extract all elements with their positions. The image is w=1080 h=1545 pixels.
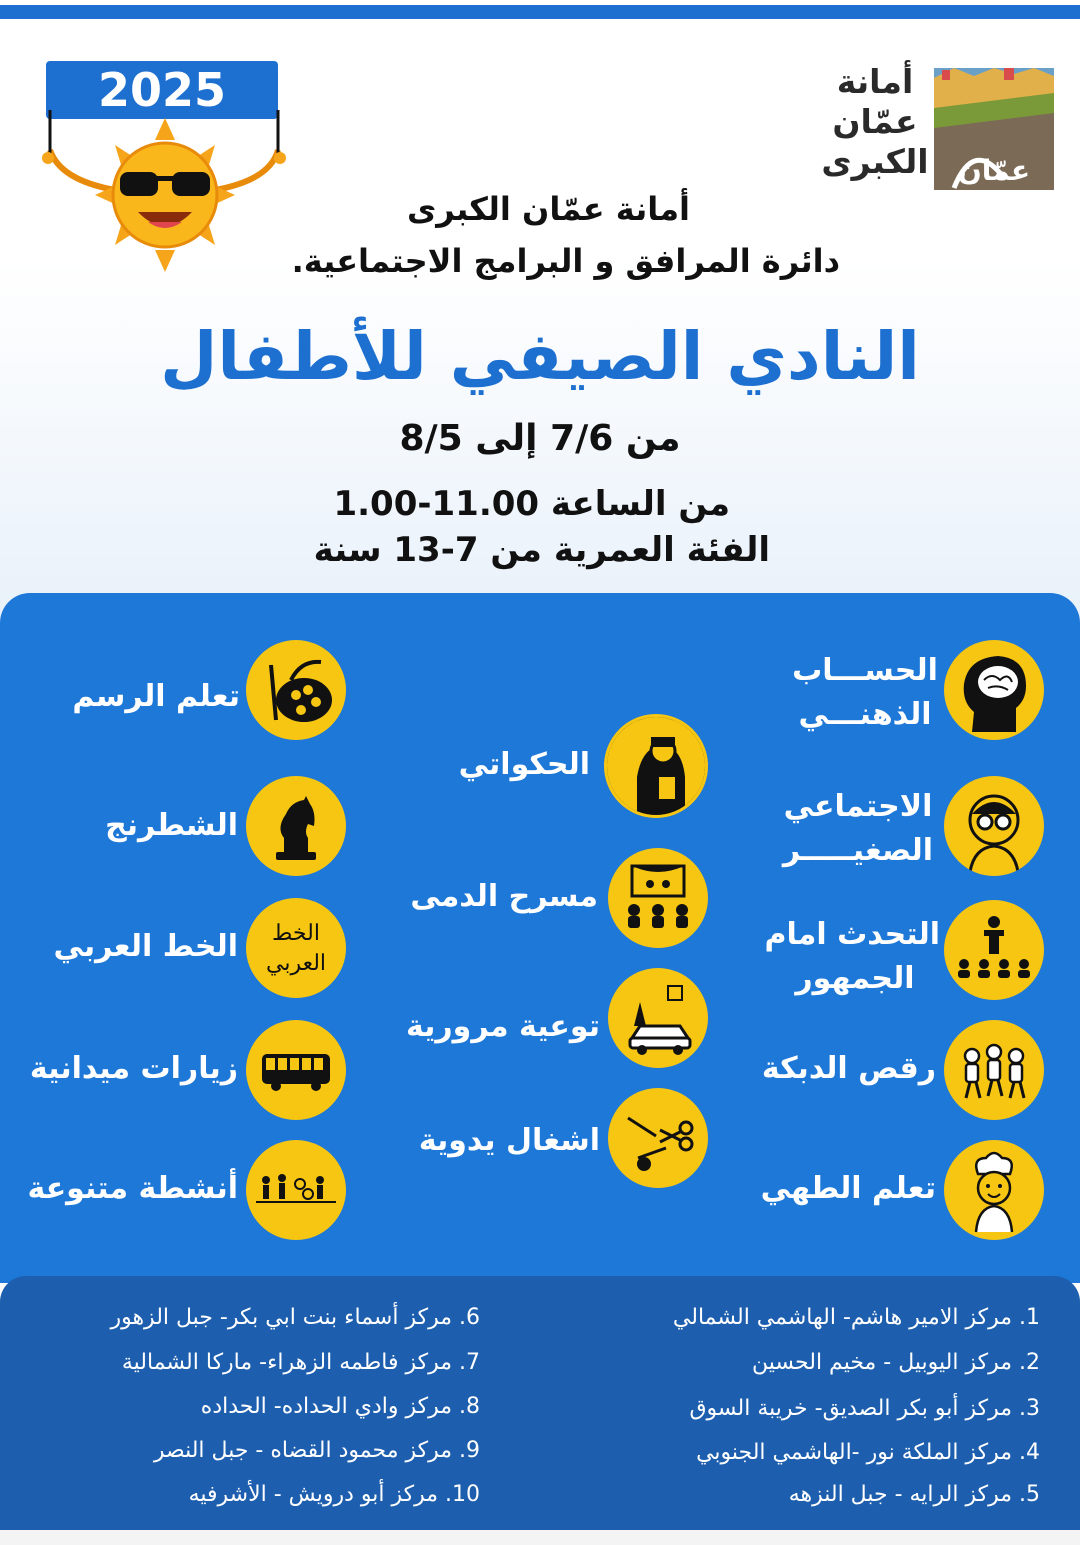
age-range: الفئة العمرية من 7-13 سنة [313, 530, 770, 570]
center-item: 4. مركز الملكة نور -الهاشمي الجنوبي [696, 1440, 1040, 1465]
svg-text:العربي: العربي [265, 951, 327, 976]
kids-playing-icon [246, 1140, 346, 1240]
logo-text: أمانة عمّان الكبرى [821, 62, 929, 181]
org-name: أمانة عمّان الكبرى [406, 190, 690, 228]
traffic-icon [608, 968, 708, 1068]
center-item: 7. مركز فاطمه الزهراء- ماركا الشمالية [121, 1350, 480, 1375]
public-speaking-icon [944, 900, 1044, 1000]
palette-icon [246, 640, 346, 740]
center-item: 1. مركز الامير هاشم- الهاشمي الشمالي [672, 1305, 1040, 1330]
chef-kid-icon [944, 1140, 1044, 1240]
bottom-strip [0, 1530, 1080, 1545]
year-banner: 2025 [46, 61, 278, 119]
center-item: 6. مركز أسماء بنت ابي بكر- جبل الزهور [110, 1305, 480, 1330]
center-item: 10. مركز أبو درويش - الأشرفيه [188, 1482, 480, 1507]
hours: من الساعة 11.00-1.00 [333, 484, 730, 524]
page-title: النادي الصيفي للأطفال [160, 318, 920, 395]
bus-icon [246, 1020, 346, 1120]
center-item: 2. مركز اليوبيل - مخيم الحسين [752, 1350, 1040, 1375]
crafts-icon [608, 1088, 708, 1188]
dates: من 7/6 إلى 8/5 [399, 418, 681, 459]
department-name: دائرة المرافق و البرامج الاجتماعية. [291, 242, 840, 280]
center-item: 8. مركز وادي الحداده- الحداده [200, 1394, 480, 1419]
chess-knight-icon [246, 776, 346, 876]
center-item: 3. مركز أبو بكر الصديق- خريبة السوق [689, 1396, 1040, 1421]
puppet-theater-icon [608, 848, 708, 948]
kid-glasses-icon [944, 776, 1044, 876]
center-item: 5. مركز الرايه - جبل النزهه [788, 1482, 1040, 1507]
brain-head-icon [944, 640, 1044, 740]
top-accent-bar [0, 5, 1080, 19]
storyteller-icon [604, 714, 708, 818]
amman-logo-icon [934, 68, 1054, 190]
center-item: 9. مركز محمود القضاه - جبل النصر [153, 1438, 480, 1463]
calligraphy-icon [246, 898, 346, 998]
svg-text:عمّان: عمّان [957, 154, 1031, 187]
dabke-dance-icon [944, 1020, 1044, 1120]
svg-text:الخط: الخط [272, 921, 320, 946]
